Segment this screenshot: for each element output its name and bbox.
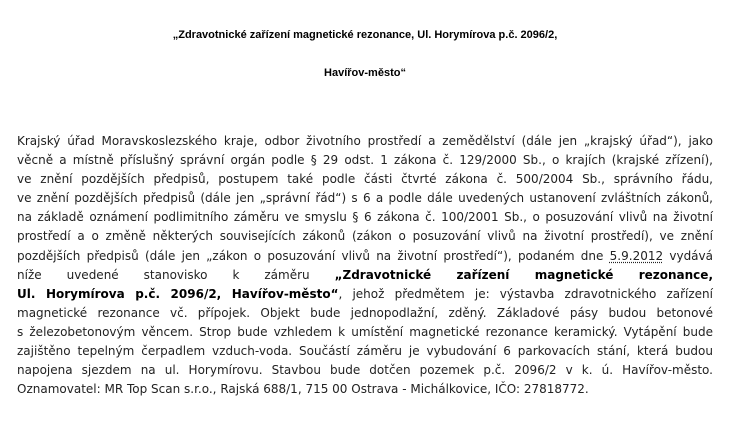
body-text-segment: níže uvedené stanovisko k záměru [17, 267, 335, 282]
applicant-line: Oznamovatel: MR Top Scan s.r.o., Rajská 688/1, 715 00 Ostrava - Michálkovice, IČO: 27818772. [17, 382, 589, 397]
body-line: s železobetonovým věncem. Strop bude vzhledem k umístění magnetické rezonance keramický. Vytápění bude [17, 324, 713, 339]
body-line: prostředí a o změně některých souvisejících zákonů (zákon o posuzování vlivů na životní prostředí), ve znění [17, 229, 713, 244]
project-name-bold-cont: Ul. Horymírova p.č. 2096/2, Havířov-město“ [17, 286, 339, 301]
body-line-project-name-cont [17, 285, 713, 304]
document-title-line-2: Havířov-město“ [324, 67, 406, 79]
project-name-bold: „Zdravotnické zařízení magnetické rezonance, [334, 267, 713, 282]
body-line: napojena sjezdem na ul. Horymírovu. Stavbou bude dotčen pozemek p.č. 2096/2 v k. ú. Havířov-město. [17, 363, 713, 378]
body-text-segment: , jehož předmětem je: výstavba zdravotnického zařízení [338, 286, 713, 301]
document-body [17, 132, 713, 399]
body-line: Krajský úřad Moravskoslezského kraje, odbor životního prostředí a zemědělství (dále jen „krajský úřad“), jako [17, 134, 713, 148]
document-title-line-1: „Zdravotnické zařízení magnetické rezonance, Ul. Horymírova p.č. 2096/2, [172, 29, 558, 41]
body-line: magnetické rezonance vč. přípojek. Objekt bude jednopodlažní, zděný. Základové pásy budou betonové [17, 305, 713, 320]
date-text: 5.9.2012 [609, 248, 664, 263]
body-line: ve znění pozdějších předpisů, postupem také podle části čtvrté zákona č. 500/2004 Sb., správního řádu, [17, 172, 713, 187]
body-text-segment: vydává [663, 248, 713, 263]
body-line-with-date [17, 247, 713, 266]
body-line-project-name [17, 266, 713, 285]
body-line: ve znění pozdějších předpisů (dále jen „správní řád“) s 6 a podle dále uvedených ustanovení zvláštních zákonů, [17, 191, 713, 206]
body-text-segment: pozdějších předpisů (dále jen „zákon o posuzování vlivů na životní prostředí“), podaném dne [17, 248, 610, 263]
body-line: zajištěno tepelným čerpadlem vzduch-voda. Součástí záměru je vybudování 6 parkovacích stání, která budou [17, 344, 713, 359]
body-line: na základě oznámení podlimitního záměru ve smyslu § 6 zákona č. 100/2001 Sb., o posuzování vlivů na životní [17, 210, 713, 225]
body-line: věcně a místně příslušný správní orgán podle § 29 odst. 1 zákona č. 129/2000 Sb., o krajích (krajské zřízení), [17, 153, 713, 168]
